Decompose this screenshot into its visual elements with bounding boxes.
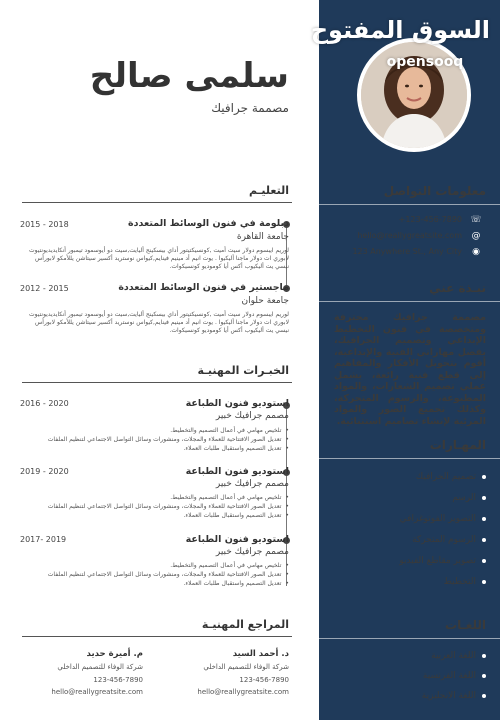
languages-divider xyxy=(319,638,500,639)
language-label: اللغة الانجليزية xyxy=(421,691,476,701)
education-divider xyxy=(22,202,292,203)
skill-label: الرسم xyxy=(452,493,476,503)
experience-divider xyxy=(22,382,292,383)
reference-organization: شركة الوفاء للتصميم الداخلي xyxy=(57,663,143,671)
language-item xyxy=(423,671,486,681)
experience-entry-company: استوديو فنون الطباعة xyxy=(185,534,289,545)
skill-label: تصميم الجرافيك xyxy=(415,472,476,482)
bullet-dot xyxy=(482,559,486,563)
about-divider xyxy=(319,301,500,302)
skill-label: التصوير الفوتوغرافي xyxy=(399,514,476,524)
duty-item: • تعديل التصميم واستقبال طلبات العملاء. xyxy=(27,511,289,520)
skill-item xyxy=(444,577,486,587)
bullet-dot xyxy=(482,517,486,521)
skill-label: تصوير مقاطع الفيديو xyxy=(399,556,476,566)
location-icon: ◉ xyxy=(472,247,480,257)
job-title: مصممة جرافيك xyxy=(211,101,289,115)
skill-item xyxy=(412,535,486,545)
education-entry-institution: جامعة القاهرة xyxy=(236,232,289,242)
skill-item xyxy=(400,514,486,524)
experience-entry-role: مصمم جرافيك خبير xyxy=(215,479,289,489)
education-entry-description: لوريم ايبسوم دولار سيت أميت ,كونسيكتيتور أداي بيسكينج أليايت,سيت دو أيوسمود تيمبور أنكايديديونتيوت لابوري ات دولار ماجنا أليكيوا . يوت انيم أد مينيم فينايم,كيواس نوستريد أكسير سيتاشن يللأمكو لابورأس نيسي يت أليكيوب أكس أيا كوموديو كونسيكوات. xyxy=(29,311,289,334)
contact-divider xyxy=(319,204,500,205)
bullet-dot xyxy=(482,475,486,479)
skill-item xyxy=(399,556,486,566)
reference-name: م. أميرة حديد xyxy=(86,649,143,659)
experience-heading: الخبـرات المهنيـة xyxy=(197,364,289,377)
bullet-dot xyxy=(482,674,486,678)
at-icon: @ xyxy=(471,231,481,241)
bullet-dot xyxy=(482,538,486,542)
person-name: سلمى صالح xyxy=(89,56,289,96)
duty-item: • تعديل الصور الافتتاحية للعملاء والمجلات، ومنشورات وسائل التواصل الاجتماعي لتنظيم الملفات xyxy=(27,502,289,511)
experience-entry-duties xyxy=(27,561,289,588)
experience-entry-company: استوديو فنون الطباعة xyxy=(185,398,289,409)
languages-heading: اللغـات xyxy=(445,618,486,632)
reference-phone: 123-456-7890 xyxy=(93,676,143,684)
experience-entry-years: 2017- 2019 xyxy=(20,535,67,544)
experience-entry-duties xyxy=(27,493,289,520)
reference-email[interactable]: hello@reallygreatsite.com xyxy=(51,688,143,696)
duty-item: • تلخيص مهامي في أعمال التصميم والتخطيط. xyxy=(27,493,289,502)
skill-label: التخطيط xyxy=(443,577,476,587)
watermark-arabic: السوق المفتوح xyxy=(310,16,490,44)
duty-item: • تعديل التصميم واستقبال طلبات العملاء. xyxy=(27,579,289,588)
experience-entry-role: مصمم جرافيك خبير xyxy=(215,547,289,557)
about-heading: نبـذة عني xyxy=(429,281,486,295)
bullet-dot xyxy=(482,496,486,500)
experience-entry-duties xyxy=(27,426,289,453)
duty-item: • تلخيص مهامي في أعمال التصميم والتخطيط. xyxy=(27,426,289,435)
duty-item: • تعديل التصميم واستقبال طلبات العملاء. xyxy=(27,444,289,453)
contact-phone: +123-456-7890 xyxy=(398,215,462,224)
duty-item: • تلخيص مهامي في أعمال التصميم والتخطيط. xyxy=(27,561,289,570)
language-item xyxy=(431,651,486,661)
education-entry-years: 2012 - 2015 xyxy=(20,284,69,293)
language-label: اللغة العربية xyxy=(431,651,476,661)
contact-email[interactable]: hello@reallygreatsite.com xyxy=(357,231,462,240)
education-entry-institution: جامعة حلوان xyxy=(241,296,289,306)
experience-entry-years: 2019 - 2020 xyxy=(20,467,69,476)
phone-icon: ☏ xyxy=(470,215,482,225)
skills-heading: المهـارات xyxy=(429,438,486,452)
education-entry-years: 2015 - 2018 xyxy=(20,220,69,229)
education-entry-title: ماجستير في فنون الوسائط المتعددة xyxy=(118,282,289,293)
experience-entry-years: 2016 - 2020 xyxy=(20,399,69,408)
skill-item xyxy=(452,493,486,503)
skills-divider xyxy=(319,458,500,459)
references-divider xyxy=(22,636,292,637)
reference-organization: شركة الوفاء للتصميم الداخلي xyxy=(203,663,289,671)
bullet-dot xyxy=(482,654,486,658)
bullet-dot xyxy=(482,694,486,698)
language-label: اللغة الفرنسية xyxy=(422,671,476,681)
watermark-latin: opensooq xyxy=(386,54,464,70)
about-text: مصممة جرافيك محترفة ومتخصصة في فنون التخطيط الإبداعي وتصميم الجرافيك، بفضل مهاراتي الفنية والإبداعية، أقوم بتحويل الأفكار والمفاهيم إلى قطع فنية رائعة، يشمل عملي تصميم الشعارات، والمواد المطبوعة، والرسوم المتحركة، وكذلك تجميع الصور والمواد المرئية لإنشاء تصاميم استثنائية. xyxy=(334,312,486,427)
bullet-dot xyxy=(482,580,486,584)
experience-entry-role: مصمم جرافيك خبير xyxy=(215,411,289,421)
reference-email[interactable]: hello@reallygreatsite.com xyxy=(197,688,289,696)
reference-phone: 123-456-7890 xyxy=(239,676,289,684)
duty-item: • تعديل الصور الافتتاحية للعملاء والمجلات، ومنشورات وسائل التواصل الاجتماعي لتنظيم الملفات xyxy=(27,435,289,444)
reference-name: د. أحمد السيد xyxy=(232,649,289,659)
duty-item: • تعديل الصور الافتتاحية للعملاء والمجلات، ومنشورات وسائل التواصل الاجتماعي لتنظيم الملفات xyxy=(27,570,289,579)
language-item xyxy=(422,691,486,701)
experience-entry-company: استوديو فنون الطباعة xyxy=(185,466,289,477)
contact-heading: معلومات التواصل xyxy=(383,184,486,198)
education-heading: التعليـم xyxy=(249,184,289,197)
contact-address: 123 Anywhere St., Any City xyxy=(352,247,462,256)
education-entry-description: لوريم ايبسوم دولار سيت أميت ,كونسيكتيتور أداي بيسكينج أليايت,سيت دو أيوسمود تيمبور أنكايديديونتيوت لابوري ات دولار ماجنا أليكيوا . يوت انيم أد مينيم فينايم,كيواس نوستريد أكسير سيتاشن يللأمكو لابورأس نيسي يت أليكيوب أكس أيا كوموديو كونسيكوات. xyxy=(29,247,289,270)
skill-item xyxy=(416,472,486,482)
education-entry-title: دبلومة في فنون الوسائط المتعددة xyxy=(128,218,289,229)
references-heading: المراجع المهنيـة xyxy=(201,618,289,631)
skill-label: الرسوم المتحركة xyxy=(412,535,476,545)
